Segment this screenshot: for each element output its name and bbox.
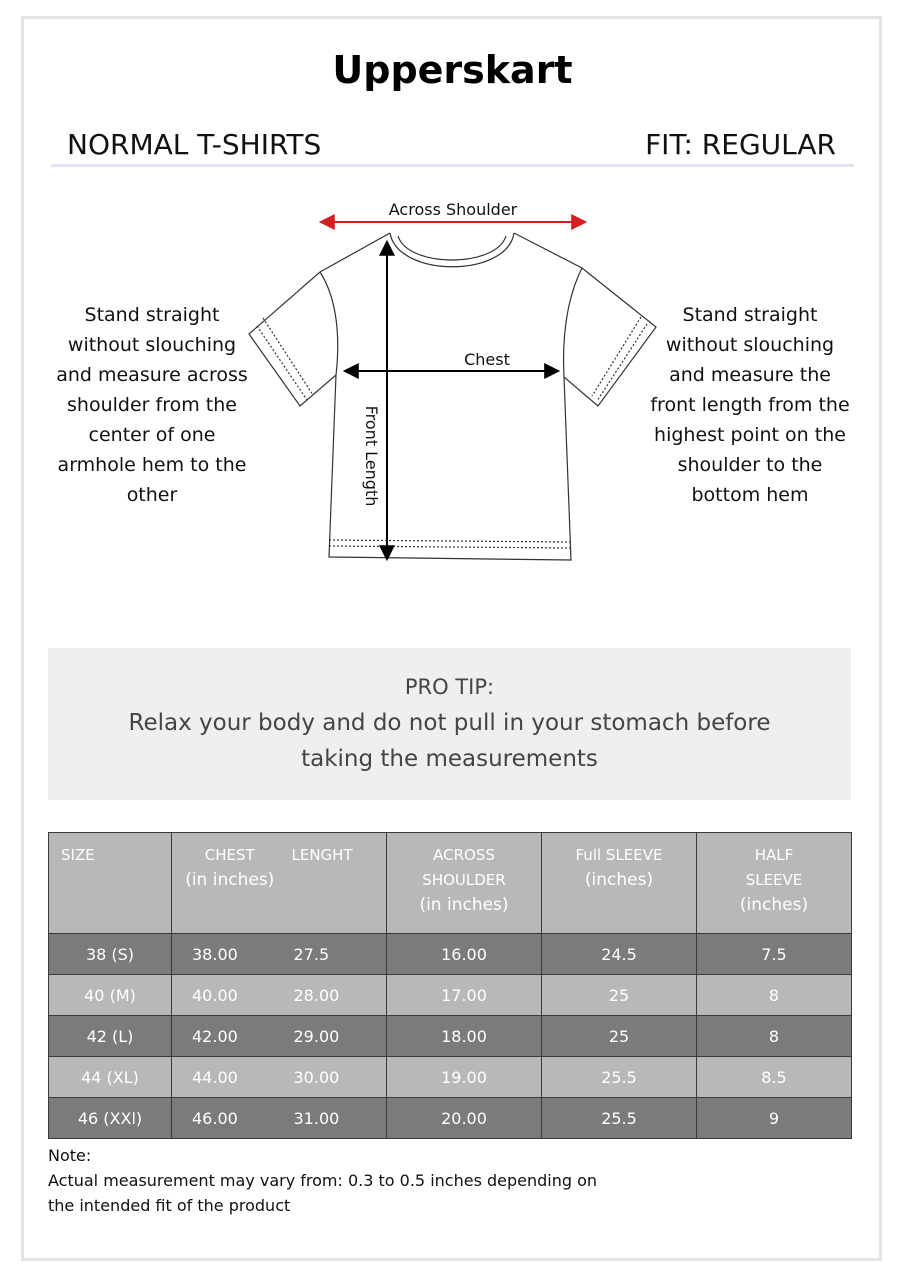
pro-tip-label: PRO TIP: [404, 675, 495, 699]
note-line: Actual measurement may vary from: 0.3 to 0.5 inches depending on [48, 1171, 598, 1190]
cell-across-shoulder: 19.00 [387, 1057, 542, 1098]
cell-half-sleeve: 9 [697, 1098, 852, 1139]
cell-chest: 44.00 [172, 1057, 288, 1098]
instruction-line: shoulder from the [67, 394, 237, 416]
left-instruction [42, 300, 262, 510]
cell-half-sleeve: 7.5 [697, 934, 852, 975]
table-row [49, 1057, 852, 1098]
cell-length: 28.00 [288, 975, 387, 1016]
fit-label: FIT: REGULAR [645, 128, 836, 161]
cell-size: 42 (L) [49, 1016, 172, 1057]
cell-length: 31.00 [288, 1098, 387, 1139]
brand-title: Upperskart [332, 48, 573, 92]
instruction-line: center of one [88, 424, 216, 446]
header-size: SIZE [49, 833, 172, 934]
cell-across-shoulder: 20.00 [387, 1098, 542, 1139]
note-line: the intended fit of the product [48, 1196, 291, 1215]
cell-length: 30.00 [288, 1057, 387, 1098]
note-label: Note: [48, 1146, 92, 1165]
cell-full-sleeve: 25 [542, 1016, 697, 1057]
chest-label: Chest [464, 350, 510, 369]
size-chart-table [48, 832, 852, 1139]
pro-tip-box [48, 648, 851, 800]
table-row [49, 975, 852, 1016]
cell-size: 38 (S) [49, 934, 172, 975]
cell-length: 29.00 [288, 1016, 387, 1057]
cell-size: 46 (XXl) [49, 1098, 172, 1139]
instruction-line: shoulder to the [677, 454, 823, 476]
right-instruction [640, 300, 860, 510]
instruction-line: highest point on the [654, 424, 846, 446]
cell-across-shoulder: 18.00 [387, 1016, 542, 1057]
product-type: NORMAL T-SHIRTS [67, 128, 322, 161]
cell-size: 40 (M) [49, 975, 172, 1016]
tshirt-outline [249, 233, 656, 560]
cell-full-sleeve: 24.5 [542, 934, 697, 975]
instruction-line: other [126, 484, 178, 506]
front-length-label: Front Length [362, 405, 381, 507]
cell-half-sleeve: 8 [697, 975, 852, 1016]
cell-chest: 38.00 [172, 934, 288, 975]
table-header-row [49, 833, 852, 934]
header-chest: CHEST (in inches) [172, 833, 288, 934]
instruction-line: armhole hem to the [57, 454, 247, 476]
instruction-line: and measure the [669, 364, 831, 386]
instruction-line: Stand straight [682, 304, 818, 326]
cell-full-sleeve: 25 [542, 975, 697, 1016]
instruction-line: and measure across [56, 364, 248, 386]
cell-half-sleeve: 8.5 [697, 1057, 852, 1098]
instruction-line: Stand straight [84, 304, 220, 326]
table-row [49, 934, 852, 975]
instruction-line: front length from the [650, 394, 850, 416]
cell-across-shoulder: 16.00 [387, 934, 542, 975]
pro-tip-message: Relax your body and do not pull in your stomach before taking the measurements [128, 710, 771, 772]
header-length: LENGHT [288, 833, 387, 934]
table-row [49, 1098, 852, 1139]
cell-length: 27.5 [288, 934, 387, 975]
cell-chest: 42.00 [172, 1016, 288, 1057]
header-across-shoulder: ACROSS SHOULDER (in inches) [387, 833, 542, 934]
header-full-sleeve: Full SLEEVE (inches) [542, 833, 697, 934]
cell-chest: 46.00 [172, 1098, 288, 1139]
instruction-line: without slouching [67, 334, 237, 356]
cell-full-sleeve: 25.5 [542, 1057, 697, 1098]
header-half-sleeve: HALF SLEEVE (inches) [697, 833, 852, 934]
cell-across-shoulder: 17.00 [387, 975, 542, 1016]
table-row [49, 1016, 852, 1057]
across-shoulder-label: Across Shoulder [388, 200, 518, 219]
instruction-line: bottom hem [691, 484, 809, 506]
instruction-line: without slouching [665, 334, 835, 356]
cell-chest: 40.00 [172, 975, 288, 1016]
cell-size: 44 (XL) [49, 1057, 172, 1098]
cell-full-sleeve: 25.5 [542, 1098, 697, 1139]
cell-half-sleeve: 8 [697, 1016, 852, 1057]
note [48, 1143, 597, 1218]
